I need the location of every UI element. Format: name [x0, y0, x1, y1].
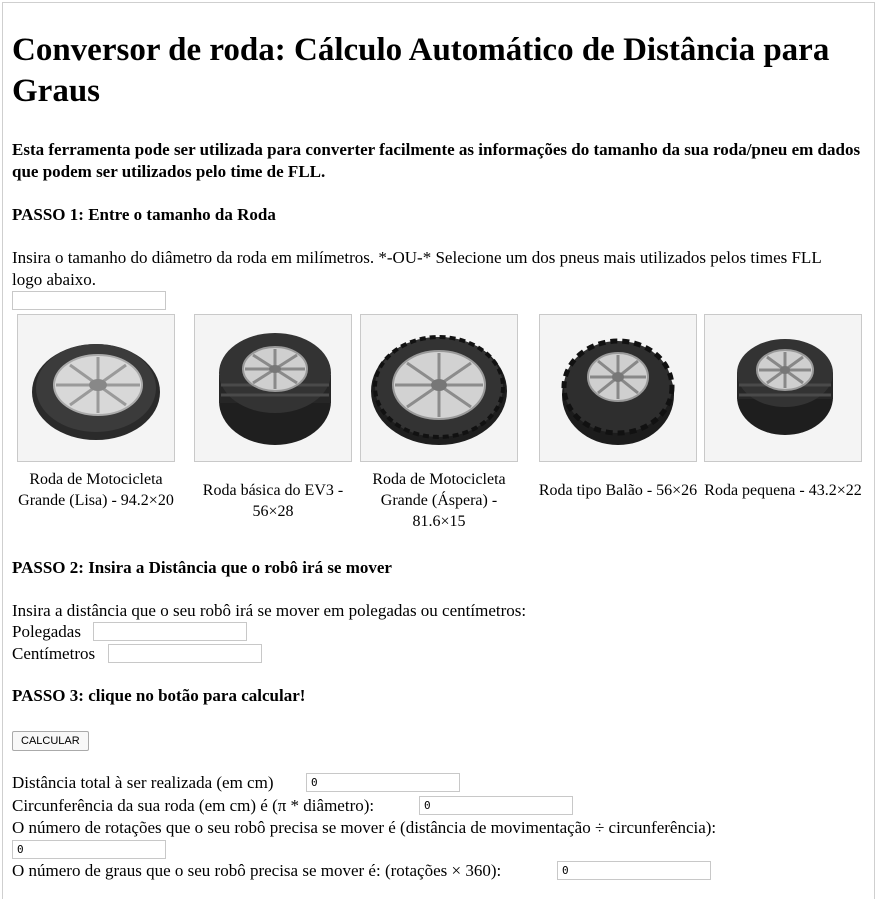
wheel-option-small[interactable] [704, 314, 862, 499]
rotations-label: O número de rotações que o seu robô precisa se mover é (distância de movimentação ÷ circunferência): [12, 818, 717, 837]
main-content [12, 0, 867, 183]
step3-heading: PASSO 3: clique no botão para calcular! [12, 686, 306, 705]
wheel-diameter-input[interactable] [12, 291, 166, 310]
wheel-option-balloon[interactable] [538, 314, 698, 499]
cm-label: Centímetros [12, 644, 96, 663]
inches-label: Polegadas [12, 622, 81, 641]
calculate-button[interactable]: CALCULAR [12, 731, 89, 751]
step2-heading: PASSO 2: Insira a Distância que o robô irá se mover [12, 558, 392, 577]
degrees-output[interactable] [557, 861, 711, 880]
total-distance-output[interactable] [306, 773, 460, 792]
ev3-basic-wheel-icon[interactable] [194, 314, 352, 462]
circumference-label: Circunferência da sua roda (em cm) é (π * diâmetro): [12, 796, 375, 815]
step1-heading: PASSO 1: Entre o tamanho da Roda [12, 205, 276, 224]
degrees-label: O número de graus que o seu robô precisa se mover é: (rotações × 360): [12, 861, 502, 880]
wheel-caption: Roda de Motocicleta Grande (Áspera) - 81.6×15 [372, 471, 506, 530]
inches-input[interactable] [93, 622, 247, 641]
wheel-caption: Roda de Motocicleta Grande (Lisa) - 94.2×20 [18, 471, 174, 509]
wheel-option-motorcycle-smooth[interactable] [17, 314, 175, 509]
wheel-caption: Roda pequena - 43.2×22 [704, 482, 862, 499]
cm-input[interactable] [108, 644, 262, 663]
page-title: Conversor de roda: Cálculo Automático de Distância para Graus [12, 32, 830, 109]
total-distance-label: Distância total à ser realizada (em cm) [12, 773, 274, 792]
rotations-output[interactable] [12, 840, 166, 859]
wheel-caption: Roda básica do EV3 - 56×28 [202, 482, 344, 520]
wheel-option-ev3-basic[interactable] [194, 314, 352, 520]
small-wheel-icon[interactable] [704, 314, 862, 462]
wheel-options [17, 314, 867, 534]
motorcycle-wheel-smooth-icon[interactable] [17, 314, 175, 462]
circumference-output[interactable] [419, 796, 573, 815]
intro-text: Esta ferramenta pode ser utilizada para converter facilmente as informações do tamanho da sua roda/pneu em dados que podem ser utilizados pelo time de FLL. [12, 140, 861, 181]
balloon-wheel-icon[interactable] [539, 314, 697, 462]
step1-instructions: Insira o tamanho do diâmetro da roda em milímetros. *-OU-* Selecione um dos pneus mais utilizados pelos times FLL logo abaixo. [12, 248, 822, 289]
motorcycle-wheel-rough-icon[interactable] [360, 314, 518, 462]
wheel-caption: Roda tipo Balão - 56×26 [538, 482, 698, 499]
step2-instructions: Insira a distância que o seu robô irá se mover em polegadas ou centímetros: [12, 601, 527, 620]
wheel-option-motorcycle-rough[interactable] [360, 314, 518, 530]
